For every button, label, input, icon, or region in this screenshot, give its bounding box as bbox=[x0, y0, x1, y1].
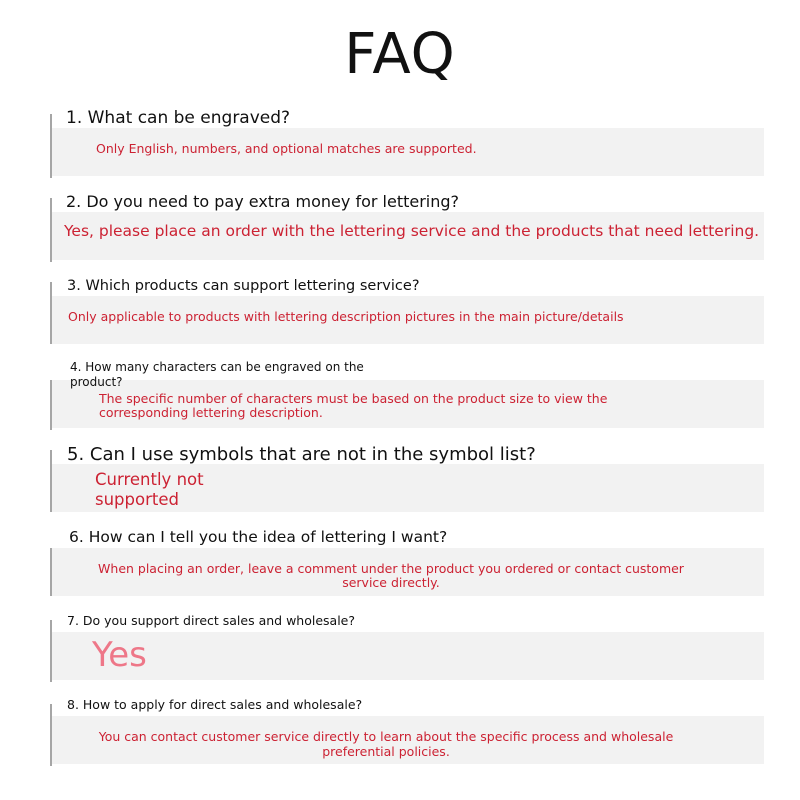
faq-item bbox=[36, 696, 764, 766]
page-title: FAQ bbox=[344, 22, 456, 87]
faq-answer: The specific number of characters must be based on the product size to view the corresponding lettering description. bbox=[99, 391, 608, 420]
faq-question: 3. Which products can support lettering service? bbox=[67, 278, 420, 294]
faq-item bbox=[36, 358, 764, 430]
faq-item bbox=[36, 526, 764, 596]
faq-answer: Only English, numbers, and optional matches are supported. bbox=[96, 141, 477, 156]
faq-answer: Currently not supported bbox=[95, 470, 204, 509]
answer-box bbox=[52, 632, 764, 680]
faq-item bbox=[36, 612, 764, 682]
faq-item bbox=[36, 188, 764, 262]
faq-answer: When placing an order, leave a comment under the product you ordered or contact customer service directly. bbox=[98, 561, 684, 590]
faq-answer: Only applicable to products with lettering description pictures in the main picture/details bbox=[68, 309, 624, 324]
faq-answer: You can contact customer service directly to learn about the specific process and wholesale preferential policies. bbox=[98, 729, 674, 759]
faq-item bbox=[36, 104, 764, 178]
faq-question: 4. How many characters can be engraved on the product? bbox=[70, 360, 364, 389]
faq-question: 5. Can I use symbols that are not in the symbol list? bbox=[67, 444, 536, 465]
faq-item bbox=[36, 440, 764, 512]
faq-answer: Yes bbox=[92, 635, 147, 675]
faq-question: 7. Do you support direct sales and wholesale? bbox=[67, 613, 356, 628]
faq-item bbox=[36, 274, 764, 344]
faq-question: 2. Do you need to pay extra money for lettering? bbox=[66, 192, 460, 211]
faq-answer: Yes, please place an order with the lettering service and the products that need lettering. bbox=[64, 222, 760, 240]
faq-question: 8. How to apply for direct sales and wholesale? bbox=[67, 697, 363, 712]
faq-question: 1. What can be engraved? bbox=[66, 108, 291, 128]
faq-question: 6. How can I tell you the idea of lettering I want? bbox=[69, 528, 448, 546]
